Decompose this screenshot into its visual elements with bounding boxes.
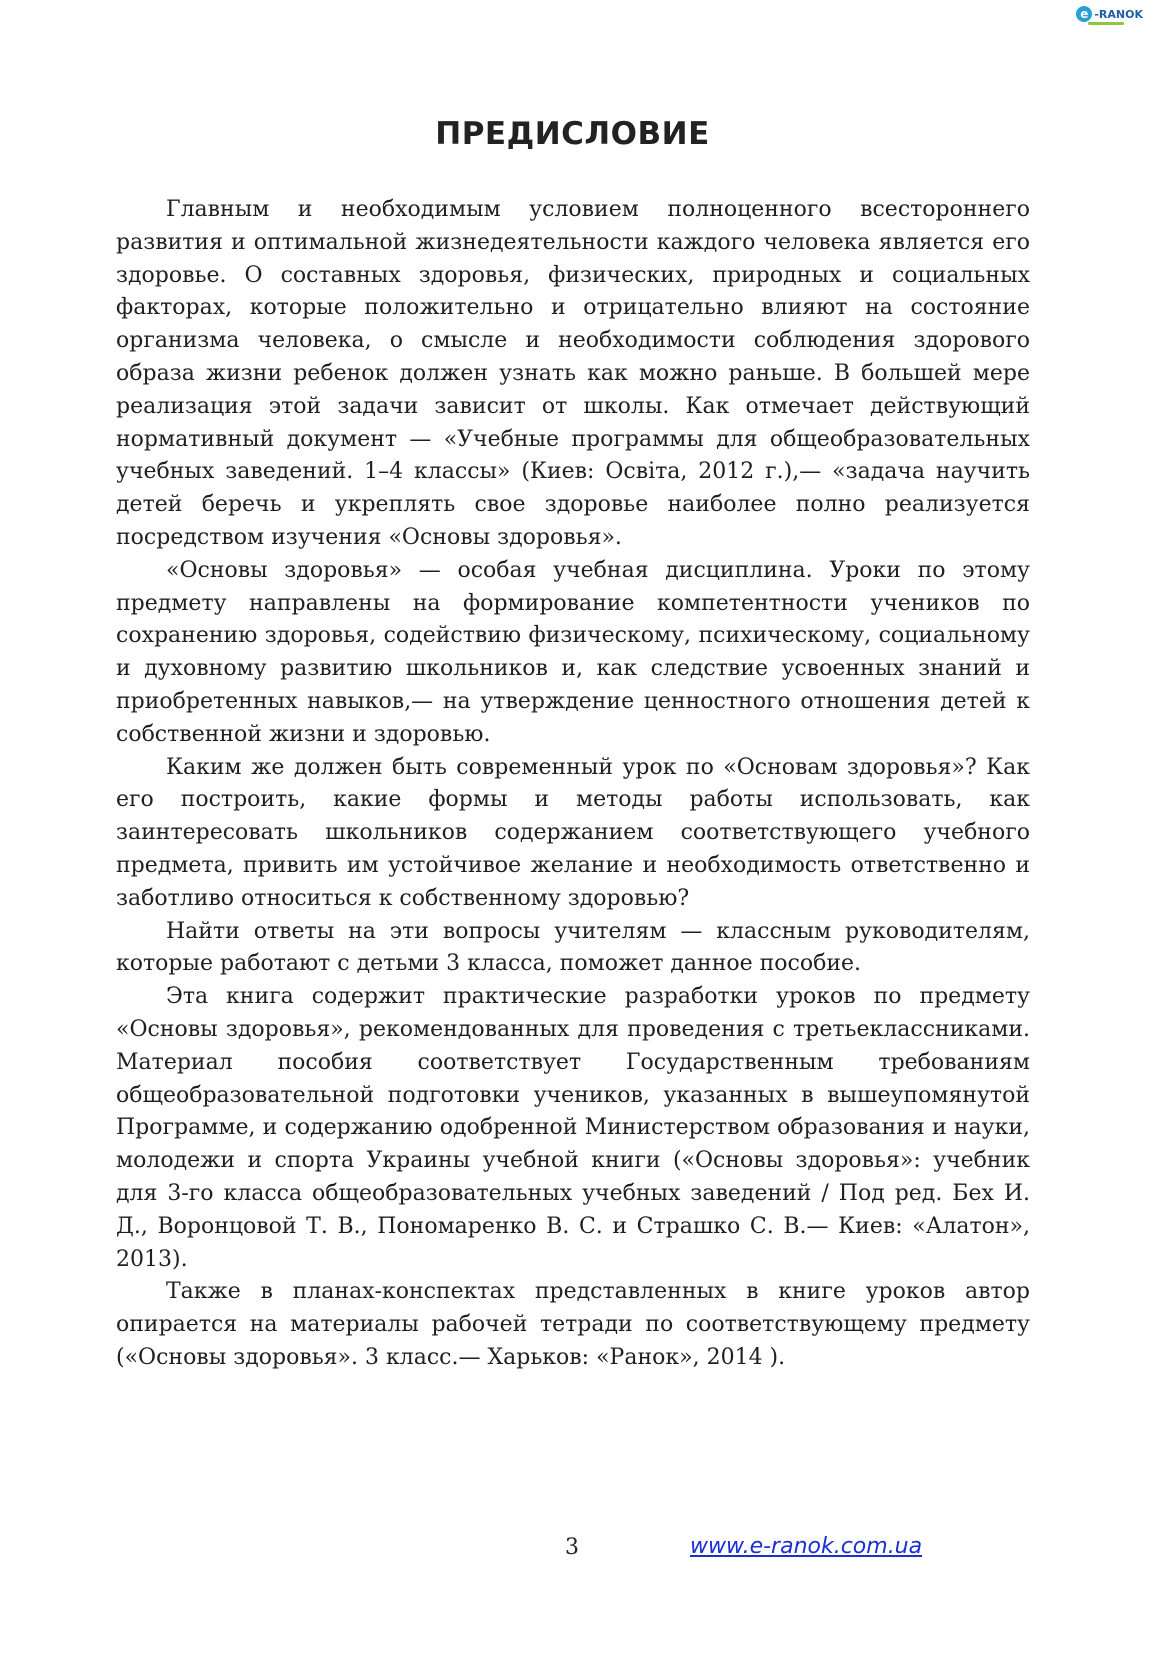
logo-e-icon: e [1076,6,1092,22]
paragraph-3: Каким же должен быть современный урок по «Основам здоровья»? Как его построить, какие формы и методы работы использовать, как заинтересовать школьников содержанием соответствующего учебного предмета, привить им устойчивое желание и необходимость ответственно и заботливо относиться к собственному здоровью? [116,754,1030,911]
paragraph-4: Найти ответы на эти вопросы учителям — классным руководителям, которые работают с детьми 3 класса, поможет данное пособие. [116,918,1030,977]
paragraph-6: Также в планах-конспектах представленных в книге уроков автор опирается на материалы рабочей тетради по соответствующему предмету («Основы здоровья». 3 класс.— Харьков: «Ранок», 2014 ). [116,1279,1030,1370]
page-title: ПРЕДИСЛОВИЕ [435,116,710,152]
paragraph-2: «Основы здоровья» — особая учебная дисциплина. Уроки по этому предмету направлены на формирование компетентности учеников по сохранению здоровья, содействию физическому, психическому, социальному и духовному развитию школьников и, как следствие усвоенных знаний и приобретенных навыков,— на утверждение ценностного отношения детей к собственной жизни и здоровью. [116,557,1030,747]
paragraph-5: Эта книга содержит практические разработки уроков по предмету «Основы здоровья», рекомендованных для проведения с третьеклассниками. Материал пособия соответствует Государственным требованиям общеобразовательной подготовки учеников, указанных в вышеупомянутой Программе, и содержанию одобренной Министерством образования и науки, молодежи и спорта Украины учебной книги («Основы здоровья»: учебник для 3-го класса общеобразовательных учебных заведений / Под ред. Бех И. Д., Воронцовой Т. В., Пономаренко В. С. и Страшко С. В.— Киев: «Алатон», 2013). [116,984,1030,1272]
page-number: 3 [565,1535,579,1560]
paragraph-1: Главным и необходимым условием полноценного всестороннего развития и оптимальной жизнедеятельности каждого человека является его здоровье. О составных здоровья, физических, природных и социальных факторах, которые положительно и отрицательно влияют на состояние организма человека, о смысле и необходимости соблюдения здорового образа жизни ребенок должен узнать как можно раньше. В большей мере реализация этой задачи зависит от школы. Как отмечает действующий нормативный документ — «Учебные программы для общеобразовательных учебных заведений. 1–4 классы» (Киев: Освіта, 2012 г.),— «задача научить детей беречь и укреплять свое здоровье наиболее полно реализуется посредством изучения «Основы здоровья». [116,197,1030,550]
logo-text: -RANOK [1094,7,1143,21]
body-text [116,194,1030,1375]
website-link[interactable]: www.e-ranok.com.ua [690,1534,923,1559]
logo-swoosh-icon [1088,22,1124,25]
publisher-logo [1076,6,1143,22]
